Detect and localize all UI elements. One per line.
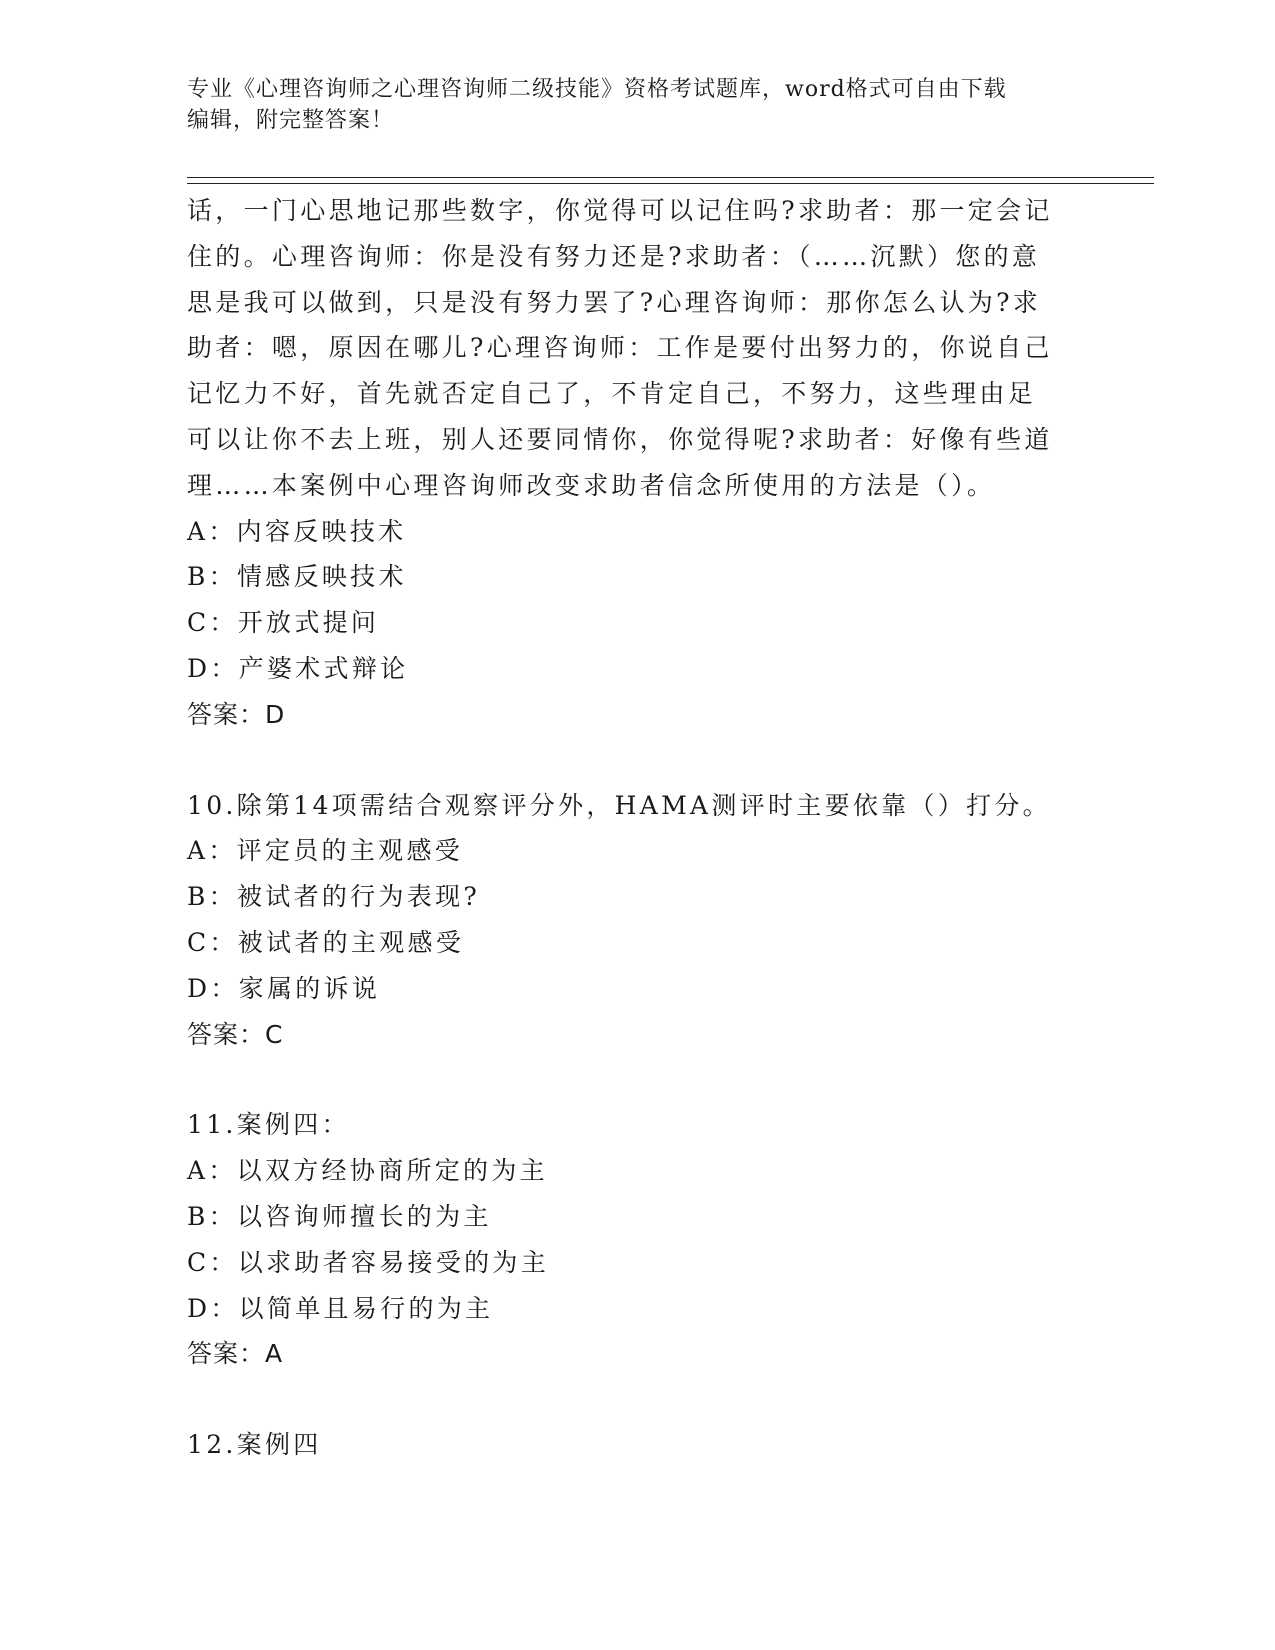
question-text-line: 记忆力不好，首先就否定自己了，不肯定自己，不努力，这些理由足 (187, 379, 1037, 409)
spacer (187, 1377, 1087, 1422)
question-text: 11.案例四： (187, 1110, 350, 1140)
option-a: A：评定员的主观感受 (187, 836, 464, 866)
question-text-line: 住的。心理咨询师：你是没有努力还是?求助者：（……沉默）您的意 (187, 241, 1041, 271)
question-12 (187, 1422, 1087, 1468)
answer-label: 答案：C (187, 1019, 284, 1049)
option-a: A：以双方经协商所定的为主 (187, 1156, 548, 1186)
spacer (187, 1057, 1087, 1102)
question-text-line: 话，一门心思地记那些数字，你觉得可以记住吗?求助者：那一定会记 (187, 196, 1053, 225)
question-text-line: 助者：嗯，原因在哪儿?心理咨询师：工作是要付出努力的，你说自己 (187, 333, 1053, 363)
header-line-1: 专业《心理咨询师之心理咨询师二级技能》资格考试题库，word格式可自由下载 (187, 77, 1007, 102)
option-c: C：开放式提问 (187, 608, 380, 638)
question-text-line: 可以让你不去上班，别人还要同情你，你觉得呢?求助者：好像有些道 (187, 424, 1053, 454)
answer-label: 答案：D (187, 699, 286, 729)
question-text-line: 理……本案例中心理咨询师改变求助者信念所使用的方法是（）。 (187, 470, 996, 500)
question-text-line: 思是我可以做到，只是没有努力罢了?心理咨询师：那你怎么认为?求 (187, 287, 1042, 317)
option-b: B：被试者的行为表现? (187, 882, 481, 912)
spacer (187, 738, 1087, 783)
option-d: D：以简单且易行的为主 (187, 1293, 494, 1323)
question-text: 10.除第14项需结合观察评分外，HAMA测评时主要依靠（）打分。 (187, 790, 1051, 820)
option-d: D：家属的诉说 (187, 973, 381, 1003)
document-body (187, 188, 1087, 1468)
option-c: C：被试者的主观感受 (187, 927, 465, 957)
option-c: C：以求助者容易接受的为主 (187, 1247, 550, 1277)
answer-label: 答案：A (187, 1339, 284, 1369)
page-header (187, 74, 1087, 136)
question-11 (187, 1102, 1087, 1377)
option-d: D：产婆术式辩论 (187, 653, 409, 683)
option-b: B：情感反映技术 (187, 562, 407, 592)
question-9 (187, 188, 1087, 738)
header-divider-top (187, 177, 1154, 178)
question-text: 12.案例四 (187, 1430, 322, 1460)
question-10 (187, 783, 1087, 1058)
option-b: B：以咨询师擅长的为主 (187, 1201, 492, 1231)
header-divider-bottom (187, 183, 1154, 184)
header-line-2: 编辑，附完整答案！ (187, 108, 395, 133)
option-a: A：内容反映技术 (187, 516, 407, 546)
